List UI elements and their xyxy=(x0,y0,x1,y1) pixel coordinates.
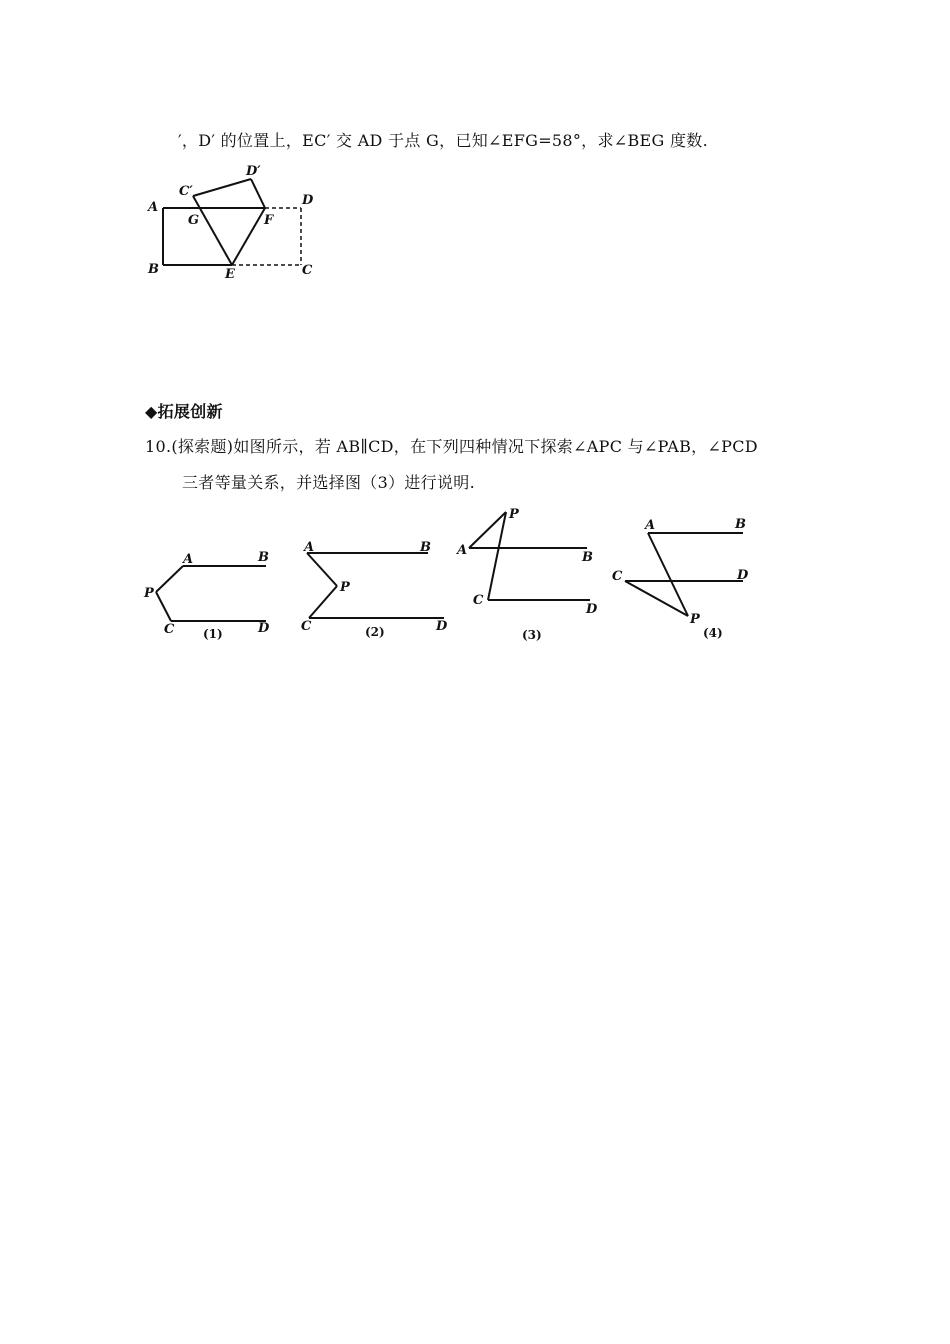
fig3-caption: (3) xyxy=(522,628,542,642)
fig4-label-B: B xyxy=(735,517,746,532)
fig3-label-A: A xyxy=(457,543,468,558)
fig1-label-D: D xyxy=(258,621,270,636)
label-G: G xyxy=(188,213,200,228)
fig1-label-B: B xyxy=(258,550,269,565)
fig3-label-B: B xyxy=(582,550,593,565)
label-C-prime: C′ xyxy=(179,184,193,199)
fig1-label-C: C xyxy=(164,622,175,637)
figure-10-2 xyxy=(307,553,444,618)
label-B: B xyxy=(148,262,159,277)
fig3-label-P: P xyxy=(509,507,519,522)
fig1-caption: (1) xyxy=(203,627,223,641)
label-D: D xyxy=(302,193,314,208)
fig3-label-D: D xyxy=(586,602,598,617)
fig4-label-C: C xyxy=(612,569,623,584)
figure-10-4 xyxy=(625,533,743,616)
fig3-label-C: C xyxy=(473,593,484,608)
fig2-label-C: C xyxy=(301,619,312,634)
fig4-label-P: P xyxy=(690,612,700,627)
problem-10-line-1: 10.(探索题)如图所示，若 AB∥CD，在下列四种情况下探索∠APC 与∠PAB，∠PCD xyxy=(145,437,758,456)
section-title: ◆拓展创新 xyxy=(145,402,223,421)
problem-10-line-2: 三者等量关系，并选择图（3）进行说明. xyxy=(182,473,475,492)
fig2-label-A: A xyxy=(304,540,315,555)
fig4-caption: (4) xyxy=(703,626,723,640)
fig2-caption: (2) xyxy=(365,625,385,639)
fig2-label-D: D xyxy=(436,619,448,634)
figure-10-1 xyxy=(156,566,266,621)
fig1-label-P: P xyxy=(144,586,154,601)
figure-10-3 xyxy=(469,512,590,600)
label-A: A xyxy=(148,200,159,215)
fig4-label-D: D xyxy=(737,568,749,583)
label-C: C xyxy=(302,263,313,278)
fig4-label-A: A xyxy=(645,518,656,533)
fig2-label-P: P xyxy=(340,580,350,595)
problem-9-text: ′，D′ 的位置上，EC′ 交 AD 于点 G，已知∠EFG=58°，求∠BEG 度数. xyxy=(178,131,708,150)
fig2-label-B: B xyxy=(420,540,431,555)
label-F: F xyxy=(264,213,274,228)
label-D-prime: D′ xyxy=(246,164,261,179)
label-E: E xyxy=(225,267,235,282)
fig1-label-A: A xyxy=(183,552,194,567)
